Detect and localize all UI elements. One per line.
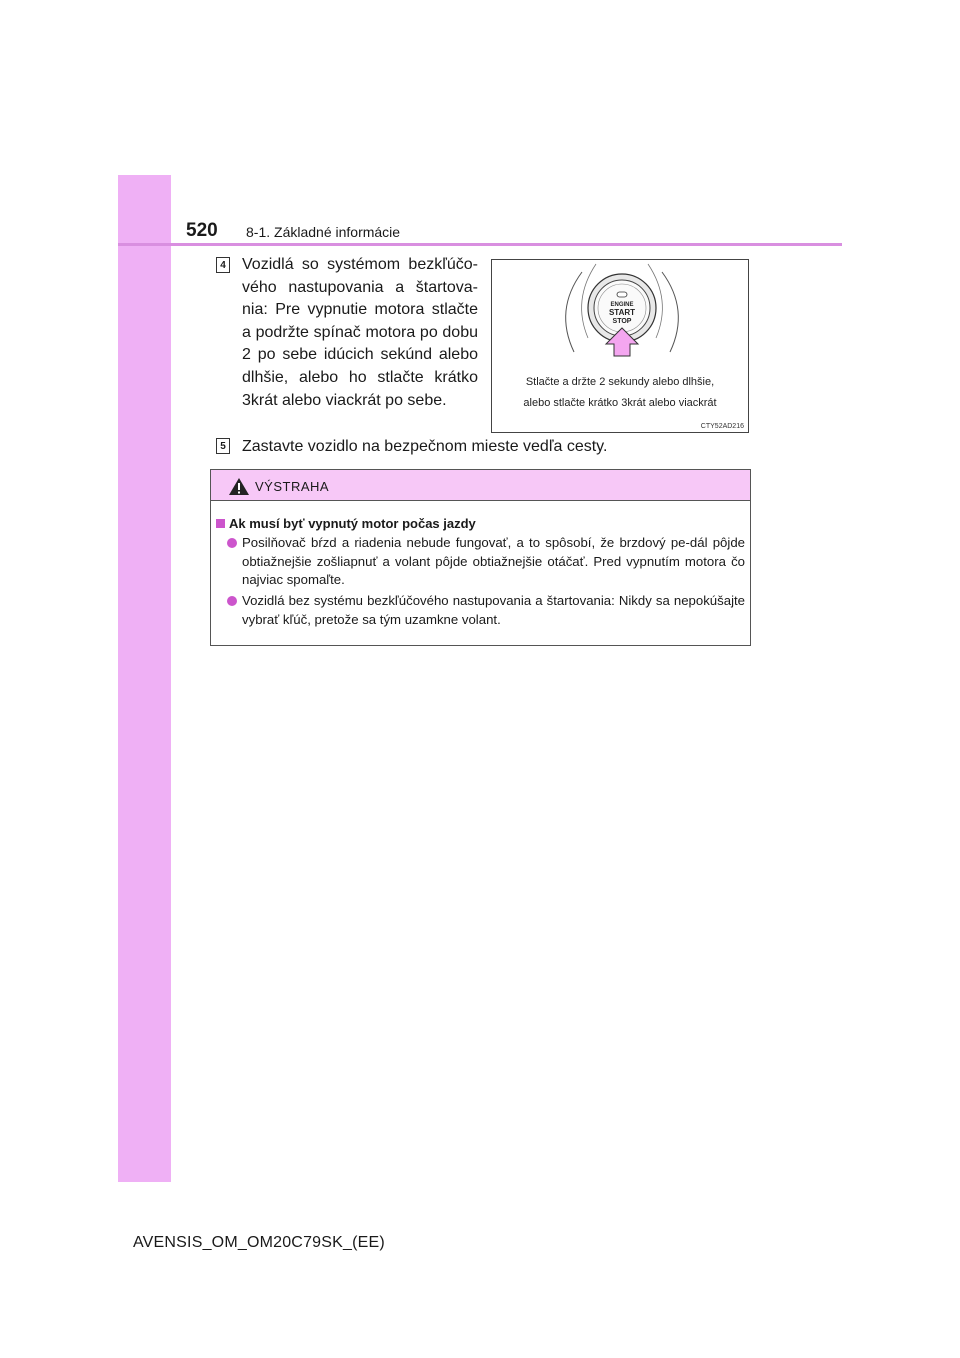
step-number-5: 5 <box>216 438 230 454</box>
header-divider <box>118 243 842 246</box>
step-number-4: 4 <box>216 257 230 273</box>
bullet-dot-icon <box>227 538 237 548</box>
document-code: AVENSIS_OM_OM20C79SK_(EE) <box>133 1234 385 1251</box>
warning-header <box>211 470 750 501</box>
figure-caption-line-2: alebo stlačte krátko 3krát alebo viackrát <box>523 397 717 409</box>
page-number: 520 <box>186 220 218 241</box>
button-label-start: START <box>608 308 636 317</box>
button-label-stop: STOP <box>612 318 632 325</box>
step-5-text: Zastavte vozidlo na bezpečnom mieste vedľa cesty. <box>242 438 608 455</box>
figure-code: CTY52AD216 <box>700 423 744 430</box>
warning-bullet <box>227 534 745 590</box>
heading-square-icon <box>216 519 225 528</box>
warning-title: VÝSTRAHA <box>255 479 330 494</box>
warning-heading <box>216 516 476 531</box>
button-label-engine: ENGINE <box>610 302 634 308</box>
warning-heading-text: Ak musí byť vypnutý motor počas jazdy <box>229 516 476 531</box>
figure-caption-line-1: Stlačte a držte 2 sekundy alebo dlhšie, <box>525 376 715 388</box>
step-4-text: Vozidlá so systémom bezkľúčo-vého nastupovania a štartova-nia: Pre vypnutie motora stlačte a podržte spínač motora po dobu 2 po sebe idúcich sekúnd alebo dlhšie, alebo ho stlačte krátko 3krát alebo viackrát po sebe. <box>242 256 478 409</box>
side-tab-strip <box>118 175 171 1182</box>
warning-box <box>210 469 751 646</box>
warning-bullet-text: Posilňovač bŕzd a riadenia nebude fungovať, a to spôsobí, že brzdový pe-dál pôjde obtiažnejšie zošliapnuť a volant pôjde obtiažnejšie otáčať. Pred vypnutím motora čo najviac spomaľte. <box>242 535 745 587</box>
engine-switch-figure <box>491 259 749 433</box>
section-title: 8-1. Základné informácie <box>246 224 401 240</box>
bullet-dot-icon <box>227 596 237 606</box>
warning-triangle-icon <box>228 477 250 496</box>
warning-bullet-text: Vozidlá bez systému bezkľúčového nastupovania a štartovania: Nikdy sa nepokúšajte vybrať kľúč, pretože sa tým uzamkne volant. <box>242 593 745 627</box>
warning-bullet <box>227 592 745 629</box>
